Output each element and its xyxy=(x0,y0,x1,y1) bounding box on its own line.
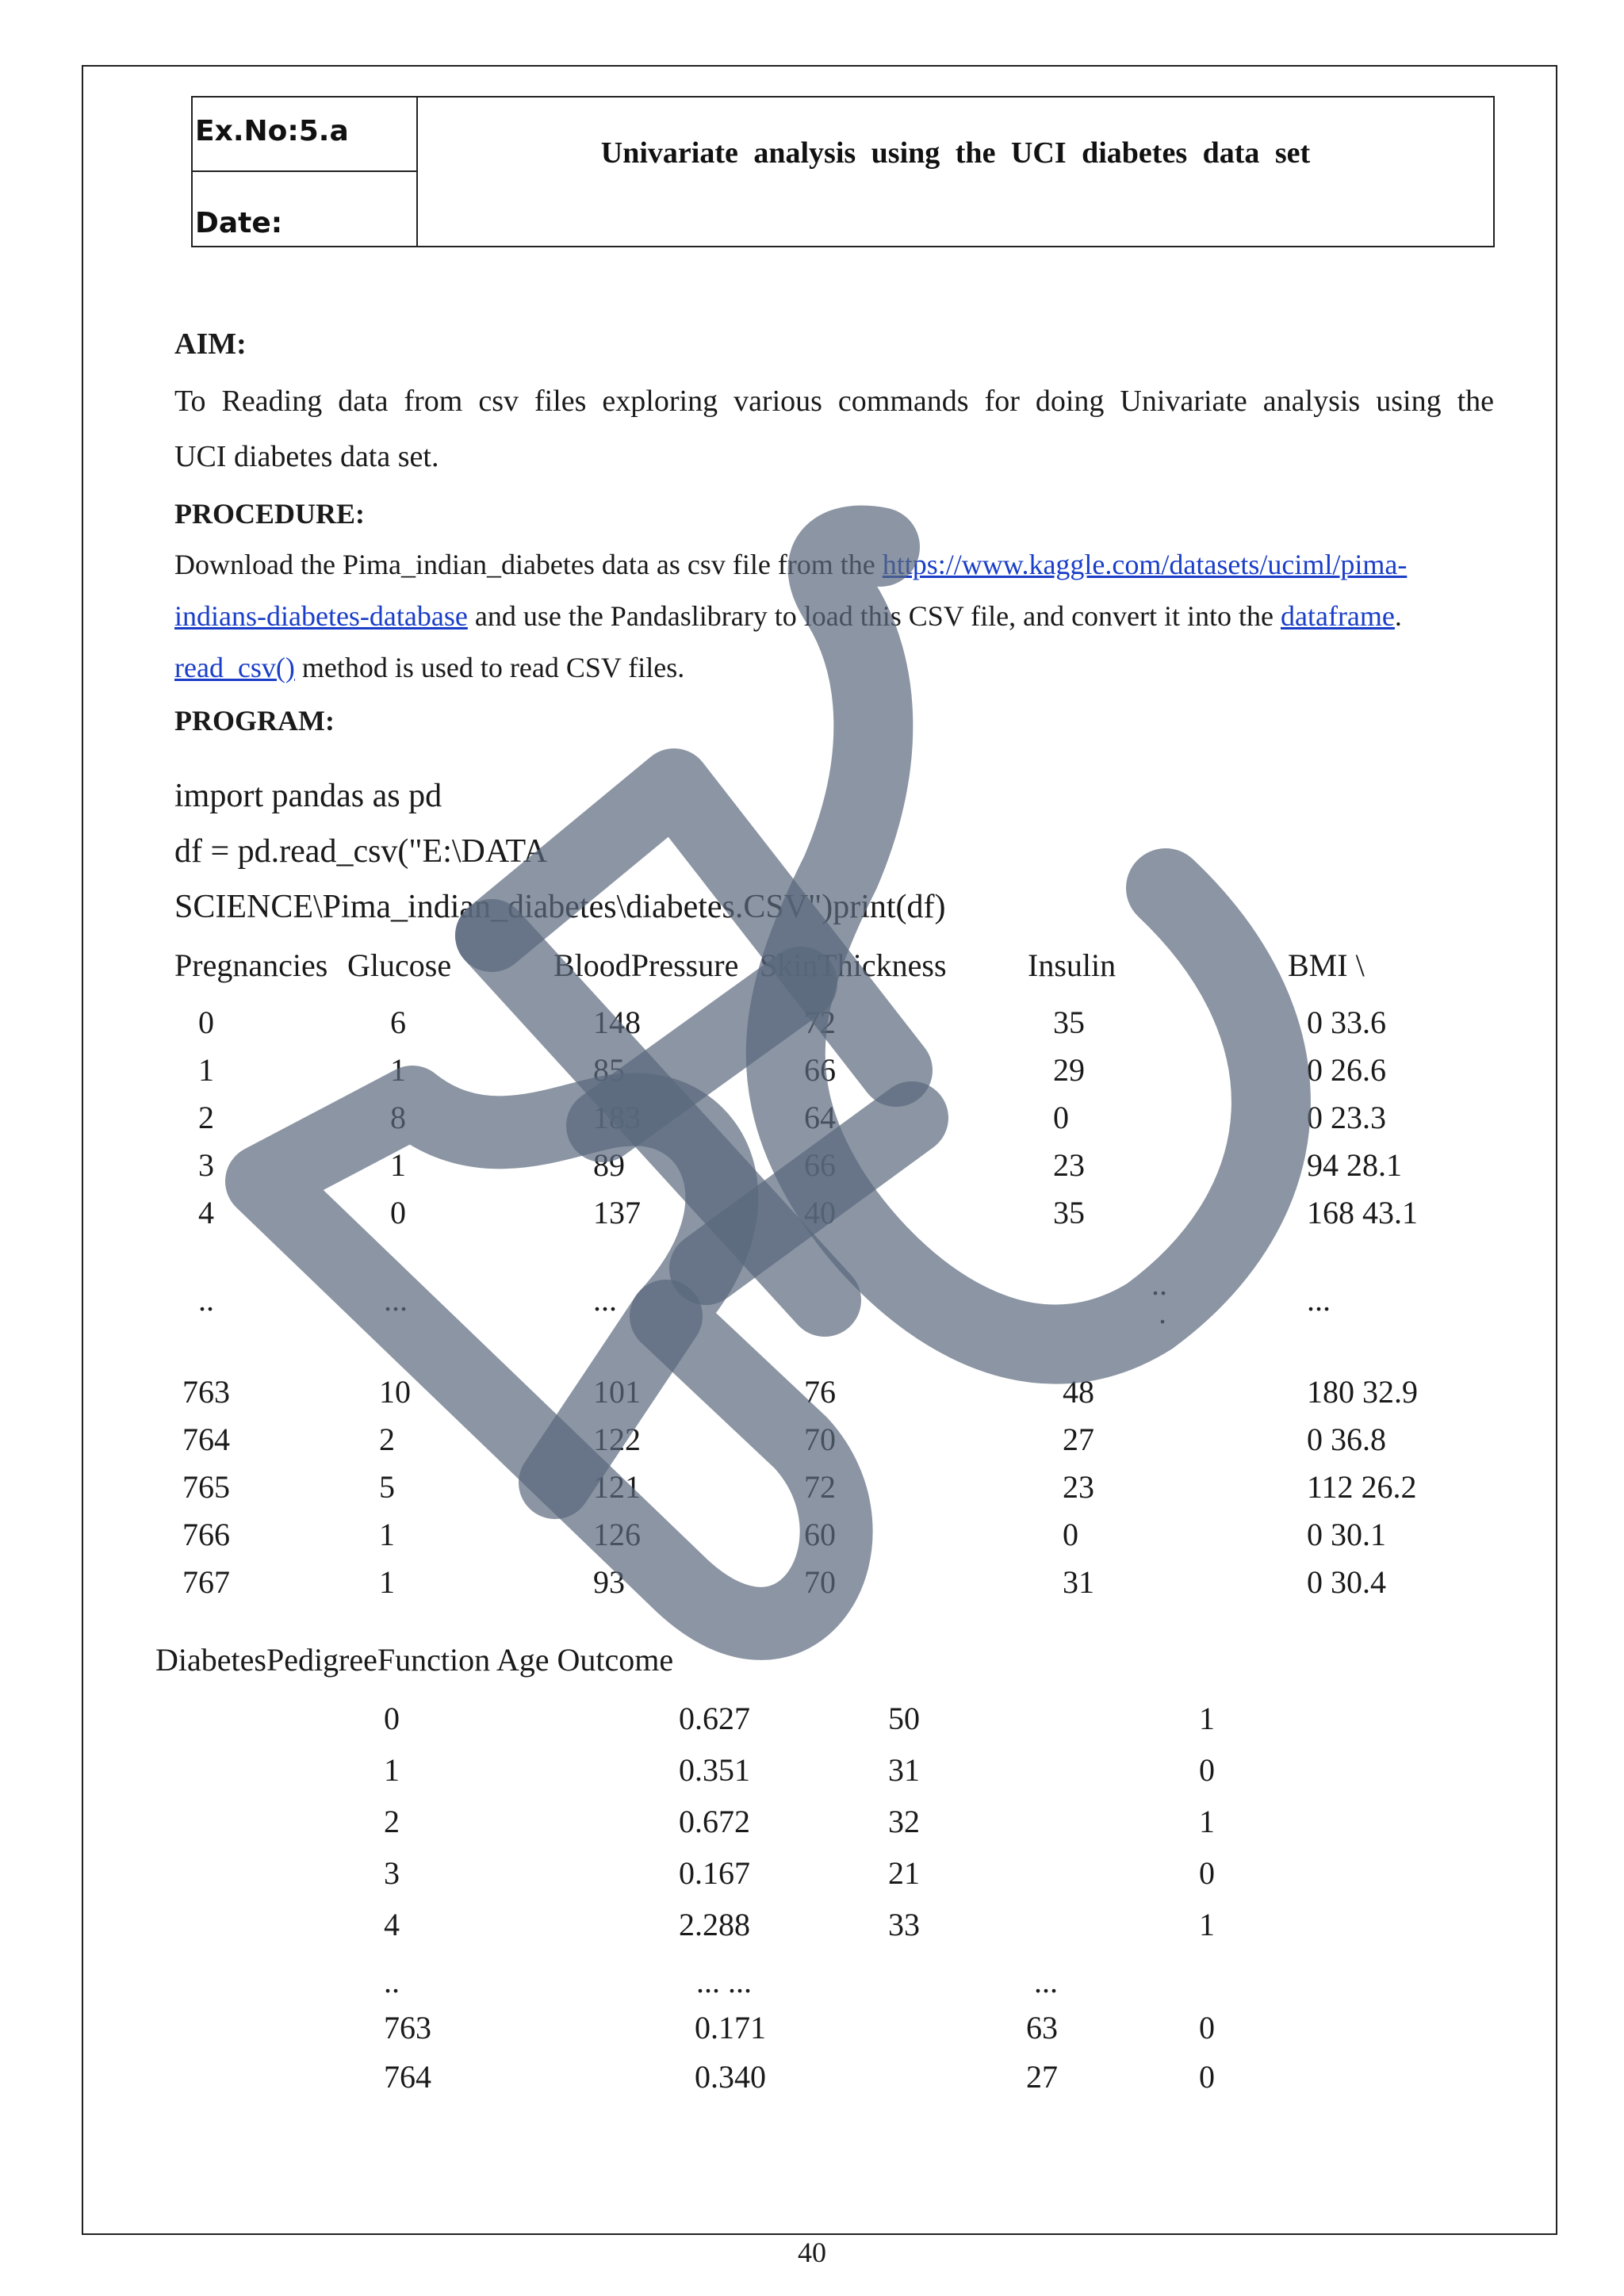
table1-row-cell: 0 36.8 xyxy=(1307,1422,1386,1457)
column-header-pregnancies: Pregnancies xyxy=(174,947,328,983)
program-heading: PROGRAM: xyxy=(174,705,335,737)
table1-row-cell: 148 xyxy=(593,1004,641,1040)
table1-row-cell: 4 xyxy=(198,1195,214,1230)
table1-ellipsis-pregnancies: ... xyxy=(384,1282,408,1318)
table2-row-cell: 0.171 xyxy=(695,2010,766,2045)
table1-row-cell: 66 xyxy=(804,1147,836,1183)
table1-row-cell: 72 xyxy=(804,1469,836,1505)
table2-row-cell: 1 xyxy=(384,1752,400,1788)
table1-row-cell: 27 xyxy=(1063,1422,1094,1457)
table1-row-cell: 93 xyxy=(593,1564,625,1600)
table1-row-cell: 35 xyxy=(1053,1195,1085,1230)
table1-row-cell: 64 xyxy=(804,1100,836,1135)
table2-row-cell: 4 xyxy=(384,1907,400,1942)
table1-row-cell: 1 xyxy=(379,1517,395,1552)
table1-ellipsis-index: .. xyxy=(198,1282,214,1318)
table1-row-cell: 763 xyxy=(182,1374,230,1410)
table1-row-cell: 2 xyxy=(198,1100,214,1135)
procedure-text-2: and use the Pandaslibrary to load this CSV file, and convert it into the xyxy=(467,600,1281,632)
table1-row-cell: 29 xyxy=(1053,1052,1085,1088)
table1-row-cell: 10 xyxy=(379,1374,411,1410)
table2-row-cell: 2.288 xyxy=(679,1907,750,1942)
table2-row-cell: 0 xyxy=(1199,1855,1215,1891)
table2-row-cell: 0 xyxy=(384,1701,400,1736)
table1-row-cell: 0 xyxy=(1053,1100,1069,1135)
header-table xyxy=(191,96,1495,247)
code-line-1: import pandas as pd xyxy=(174,778,442,814)
table1-row-cell: 0 xyxy=(390,1195,406,1230)
table1-row-cell: 0 23.3 xyxy=(1307,1100,1386,1135)
table2-row-cell: 0.167 xyxy=(679,1855,750,1891)
table1-row-cell: 66 xyxy=(804,1052,836,1088)
page-title: Univariate analysis using the UCI diabetes data set xyxy=(600,136,1311,170)
table1-ellipsis-glucose: ... xyxy=(593,1282,617,1318)
table1-row-cell: 121 xyxy=(593,1469,641,1505)
table1-row-cell: 5 xyxy=(379,1469,395,1505)
table1-row-cell: 89 xyxy=(593,1147,625,1183)
kaggle-link-part-2[interactable]: indians-diabetes-database xyxy=(174,600,468,632)
table1-ellipsis-insulin-a: .. xyxy=(1151,1266,1167,1302)
table1-row-cell: 0 26.6 xyxy=(1307,1052,1386,1088)
table1-row-cell: 1 xyxy=(390,1052,406,1088)
column-header-glucose: Glucose xyxy=(347,947,452,983)
column-header-insulin: Insulin xyxy=(1028,947,1116,983)
table2-row-cell: 763 xyxy=(384,2010,431,2045)
table2-row-cell: 2 xyxy=(384,1804,400,1839)
table1-ellipsis-bmi: ... xyxy=(1307,1282,1331,1318)
table1-row-cell: 126 xyxy=(593,1517,641,1552)
table1-ellipsis-insulin-b: . xyxy=(1159,1295,1166,1330)
table1-row-cell: 94 28.1 xyxy=(1307,1147,1402,1183)
table1-row-cell: 764 xyxy=(182,1422,230,1457)
read-csv-link[interactable]: read_csv() xyxy=(174,652,295,683)
page-number: 40 xyxy=(798,2237,826,2268)
table1-row-cell: 70 xyxy=(804,1564,836,1600)
table1-row-cell: 48 xyxy=(1063,1374,1094,1410)
table1-row-cell: 766 xyxy=(182,1517,230,1552)
code-line-2: df = pd.read_csv("E:\DATA xyxy=(174,833,548,870)
table2-row-cell: 0.627 xyxy=(679,1701,750,1736)
table1-row-cell: 122 xyxy=(593,1422,641,1457)
table1-row-cell: 35 xyxy=(1053,1004,1085,1040)
procedure-line-3 xyxy=(174,651,684,684)
code-line-3: SCIENCE\Pima_indian_diabetes\diabetes.CSV")print(df) xyxy=(174,889,946,925)
table1-row-cell: 3 xyxy=(198,1147,214,1183)
table1-row-cell: 1 xyxy=(198,1052,214,1088)
table2-row-cell: 33 xyxy=(888,1907,920,1942)
dataframe-link[interactable]: dataframe xyxy=(1281,600,1395,632)
table1-row-cell: 70 xyxy=(804,1422,836,1457)
table2-row-cell: 0.672 xyxy=(679,1804,750,1839)
table1-row-cell: 60 xyxy=(804,1517,836,1552)
table1-row-cell: 101 xyxy=(593,1374,641,1410)
table1-row-cell: 72 xyxy=(804,1004,836,1040)
column-header-skin-thickness: SkinThickness xyxy=(760,947,947,983)
date-label: Date: xyxy=(195,207,283,239)
procedure-line-1 xyxy=(174,548,1407,581)
table1-row-cell: 180 32.9 xyxy=(1307,1374,1418,1410)
column-header-blood-pressure: BloodPressure xyxy=(553,947,739,983)
table1-row-cell: 765 xyxy=(182,1469,230,1505)
table2-row-cell: 0 xyxy=(1199,2059,1215,2095)
table1-row-cell: 1 xyxy=(390,1147,406,1183)
table1-row-cell: 1 xyxy=(379,1564,395,1600)
table2-row-cell: 27 xyxy=(1026,2059,1058,2095)
table2-row-cell: 3 xyxy=(384,1855,400,1891)
aim-line-2: UCI diabetes data set. xyxy=(174,440,439,473)
table1-row-cell: 0 33.6 xyxy=(1307,1004,1386,1040)
table1-row-cell: 8 xyxy=(390,1100,406,1135)
table2-row-cell: 31 xyxy=(888,1752,920,1788)
table2-row-cell: 63 xyxy=(1026,2010,1058,2045)
table2-ellipsis-index: .. xyxy=(384,1964,400,1999)
table1-row-cell: 767 xyxy=(182,1564,230,1600)
table2-row-cell: 0.351 xyxy=(679,1752,750,1788)
table1-row-cell: 31 xyxy=(1063,1564,1094,1600)
procedure-heading: PROCEDURE: xyxy=(174,498,365,530)
table2-row-cell: 50 xyxy=(888,1701,920,1736)
procedure-text-4: method is used to read CSV files. xyxy=(294,652,685,683)
kaggle-link-part-1[interactable]: https://www.kaggle.com/datasets/uciml/pima- xyxy=(882,549,1408,580)
table1-row-cell: 6 xyxy=(390,1004,406,1040)
table1-row-cell: 0 30.4 xyxy=(1307,1564,1386,1600)
exercise-number: Ex.No:5.a xyxy=(195,115,349,147)
table2-row-cell: 32 xyxy=(888,1804,920,1839)
aim-heading: AIM: xyxy=(174,327,247,361)
table1-row-cell: 137 xyxy=(593,1195,641,1230)
table2-row-cell: 0 xyxy=(1199,2010,1215,2045)
table1-row-cell: 0 xyxy=(198,1004,214,1040)
header-divider xyxy=(193,170,416,172)
table2-header: DiabetesPedigreeFunction Age Outcome xyxy=(155,1642,674,1678)
procedure-line-2 xyxy=(174,599,1402,633)
table1-row-cell: 76 xyxy=(804,1374,836,1410)
table1-row-cell: 0 30.1 xyxy=(1307,1517,1386,1552)
procedure-text-3: . xyxy=(1394,600,1402,632)
table1-row-cell: 112 26.2 xyxy=(1307,1469,1417,1505)
column-header-bmi: BMI \ xyxy=(1288,947,1365,983)
table2-row-cell: 764 xyxy=(384,2059,431,2095)
aim-line-1: To Reading data from csv files exploring various commands for doing Univariate analysis using the xyxy=(174,385,1494,418)
table1-row-cell: 23 xyxy=(1053,1147,1085,1183)
table1-row-cell: 0 xyxy=(1063,1517,1078,1552)
table1-row-cell: 85 xyxy=(593,1052,625,1088)
table1-row-cell: 168 43.1 xyxy=(1307,1195,1418,1230)
header-left-cell xyxy=(193,98,418,246)
table2-row-cell: 0 xyxy=(1199,1752,1215,1788)
table2-ellipsis-dpf: ... ... xyxy=(696,1964,752,1999)
table2-row-cell: 1 xyxy=(1199,1907,1215,1942)
table2-row-cell: 21 xyxy=(888,1855,920,1891)
table2-row-cell: 1 xyxy=(1199,1701,1215,1736)
table1-row-cell: 183 xyxy=(593,1100,641,1135)
table2-ellipsis-age: ... xyxy=(1034,1964,1058,1999)
procedure-text-1: Download the Pima_indian_diabetes data as csv file from the xyxy=(174,549,883,580)
table1-row-cell: 23 xyxy=(1063,1469,1094,1505)
table2-row-cell: 1 xyxy=(1199,1804,1215,1839)
table2-row-cell: 0.340 xyxy=(695,2059,766,2095)
table1-row-cell: 2 xyxy=(379,1422,395,1457)
table1-row-cell: 40 xyxy=(804,1195,836,1230)
